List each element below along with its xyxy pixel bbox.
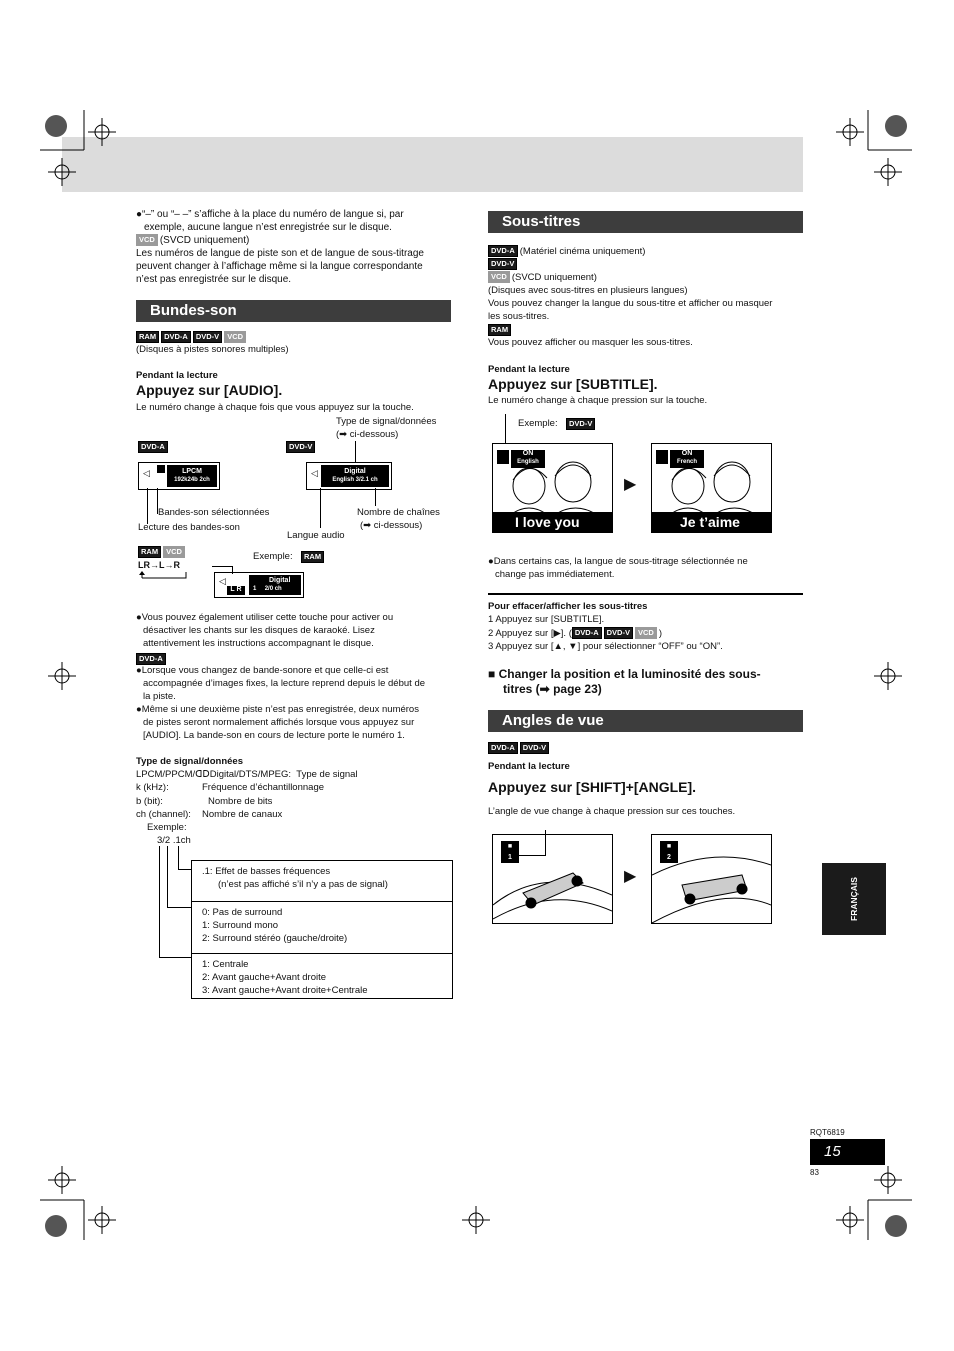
table-row: 0: Pas de surround 1: Surround mono 2: Surround stéréo (gauche/droite) [192, 902, 452, 954]
angle-panel-1 [492, 834, 613, 924]
subtitle-osd: ON English [511, 450, 545, 468]
speaker-icon: ◁ [143, 468, 150, 478]
angle-desc: L’angle de vue change à chaque pression sur ces touches. [488, 806, 736, 817]
osd-dvdv-display: Digital English 3/2.1 ch [321, 465, 389, 487]
example-badge: RAM [301, 551, 326, 564]
leader-line [355, 441, 356, 462]
track-box [157, 465, 165, 473]
section-title-angles: Angles de vue [488, 710, 803, 732]
race-car-illustration [652, 835, 771, 923]
vcd-badge: VCD [136, 234, 158, 246]
press-subtitle-heading: Appuyez sur [SUBTITLE]. [488, 376, 658, 392]
during-label: Pendant la lecture [488, 364, 570, 375]
bracket-line [178, 869, 192, 870]
bracket-line [167, 846, 168, 908]
label-channels-ref: (➡ ci-dessous) [360, 520, 423, 531]
angle-osd: ■ 1 [501, 841, 519, 863]
divider [488, 593, 803, 595]
ram-desc: Vous pouvez afficher ou masquer les sous-titres. [488, 337, 693, 348]
press-audio-heading: Appuyez sur [AUDIO]. [136, 382, 283, 398]
intro-line: ●“–” ou “– –” s’affiche à la place du numéro de langue si, par [136, 209, 404, 220]
signal-row: LPCM/PPCM/ᗡᗞDigital/DTS/MPEG: Type de signal [136, 769, 358, 780]
osd-dvda-display: LPCM 192k24b 2ch [167, 465, 217, 487]
svcd-line: VCD (SVCD uniquement) [136, 234, 456, 247]
badge-dvdv: DVD-V [193, 331, 222, 343]
osd-dvda [138, 462, 220, 490]
header-bar [62, 137, 803, 192]
bullets-dvda: ●Lorsque vous changez de bande-sonore et que celle-ci est accompagnée d’images fixes, la lecture reprend depuis le début de la piste. ●Même si une deuxième piste n’est pas enregistrée, deux numéros de pistes seront normalement affichés lorsque vous appuyez sur [AUDIO]. La bande-son en cours de lecture porte le numéro 1. [136, 665, 426, 741]
subtitle-caption: I love you [493, 512, 613, 532]
badge-ram: RAM [136, 331, 159, 343]
ram-vcd-badges: RAM VCD [138, 546, 187, 559]
example-label: Exemple: [147, 822, 187, 833]
leader-line [212, 566, 232, 567]
page-sub-number: 83 [810, 1168, 819, 1177]
ram-badge: RAM [488, 324, 513, 337]
erase-title: Pour effacer/afficher les sous-titres [488, 601, 648, 612]
leader-line [375, 488, 376, 506]
model-number: RQT6819 [810, 1128, 845, 1137]
bracket-line [167, 907, 192, 908]
arrow-right-icon: ▶ [624, 476, 637, 493]
intro-line: Les numéros de langue de piste son et de langue de sous-titrage [136, 248, 424, 259]
label-playback-tracks: Lecture des bandes-son [138, 522, 240, 533]
speaker-icon: ◁ [219, 576, 226, 586]
bracket-line [159, 846, 160, 958]
subtitle-desc: (Disques avec sous-titres en plusieurs langues) Vous pouvez changer la langue du sous-titre et afficher ou masquer les sous-titres. [488, 285, 773, 322]
osd-example-display: Digital 1 2/0 ch [249, 575, 301, 595]
label-signal-type-ref: (➡ ci-dessous) [336, 429, 399, 440]
step-2: 2 Appuyez sur [▶]. ( DVD-A DVD-V VCD ) [488, 628, 662, 639]
press-angle-heading: Appuyez sur [SHIFT]+[ANGLE]. [488, 779, 697, 795]
intro-line: exemple, aucune langue n’est enregistrée sur le disque. [144, 222, 392, 233]
example-label: Exemple: [518, 418, 558, 429]
angle-badges: DVD-A DVD-V [488, 742, 551, 755]
couple-illustration [503, 460, 603, 516]
section-title-bundes-son: Bundes-son [136, 300, 451, 322]
arrow-right-icon: ▶ [624, 868, 637, 885]
disc-line: VCD (SVCD uniquement) [488, 271, 597, 284]
dvda-badge: DVD-A [136, 653, 168, 666]
subtitle-panel-french [651, 443, 772, 533]
press-audio-desc: Le numéro change à chaque fois que vous appuyez sur la touche. [136, 402, 414, 413]
signal-row: k (kHz): Fréquence d’échantillonnage [136, 782, 325, 793]
label-signal-type: Type de signal/données [336, 416, 437, 427]
leader-line [545, 830, 546, 856]
signal-row: b (bit): Nombre de bits [136, 796, 273, 807]
label-channels: Nombre de chaînes [357, 507, 440, 518]
osd-example [214, 572, 304, 598]
label-selected-tracks: Bandes-son sélectionnées [158, 507, 270, 518]
cycle-arrow [138, 570, 190, 580]
angle-panel-2 [651, 834, 772, 924]
label-audio-language: Langue audio [287, 530, 345, 541]
table-row: .1: Effet de basses fréquences (n’est pas affiché s’il n’y a pas de signal) [192, 861, 452, 902]
bracket-line [159, 957, 192, 958]
section-title-sous-titres: Sous-titres [488, 211, 803, 233]
race-car-illustration [493, 835, 612, 923]
intro-line: n’est pas enregistrée sur le disque. [136, 274, 292, 285]
signal-row: ch (channel): Nombre de canaux [136, 809, 283, 820]
bracket-line [178, 846, 179, 870]
change-position-title: ■ Changer la position et la luminosité des sous- titres (➡ page 23) [488, 667, 761, 696]
example-value: 3/2 .1ch [157, 835, 191, 846]
language-tab: FRANÇAIS [822, 863, 886, 935]
subtitle-note: ●Dans certains cas, la langue de sous-titrage sélectionnée ne change pas immédiatement. [488, 556, 748, 580]
badge-dvda: DVD-A [161, 331, 191, 343]
leader-line [512, 855, 545, 856]
intro-text [136, 208, 456, 286]
leader-line [320, 488, 321, 528]
table-row: 1: Centrale 2: Avant gauche+Avant droite 3: Avant gauche+Avant droite+Centrale [202, 959, 368, 996]
subtitle-osd: ON French [670, 450, 704, 468]
during-label: Pendant la lecture [136, 370, 218, 381]
channel-table [191, 860, 453, 999]
example-badge: DVD-V [566, 418, 597, 431]
subtitle-panel-english [492, 443, 613, 533]
example-label: Exemple: [253, 551, 293, 562]
leader-line [147, 488, 148, 524]
disc-note: (Disques à pistes sonores multiples) [136, 344, 289, 355]
during-label: Pendant la lecture [488, 761, 570, 772]
cycle-text: LR→L→R [138, 560, 180, 570]
lr-display: L R [227, 586, 245, 595]
couple-illustration [662, 460, 762, 516]
badge-dvda: DVD-A [138, 441, 170, 454]
speaker-icon: ◁ [311, 468, 318, 478]
step-3: 3 Appuyez sur [▲, ▼] pour sélectionner “OFF” ou “ON”. [488, 641, 723, 652]
step-1: 1 Appuyez sur [SUBTITLE]. [488, 614, 605, 625]
signal-title: Type de signal/données [136, 756, 243, 767]
intro-line: peuvent changer à l’affichage même si la langue correspondante [136, 261, 423, 272]
disc-line: DVD-A (Matériel cinéma uniquement) [488, 245, 645, 258]
subtitle-caption: Je t’aime [652, 512, 772, 532]
badge-dvdv: DVD-V [286, 441, 317, 454]
angle-osd: ■ 2 [660, 841, 678, 863]
disc-line: DVD-V [488, 258, 519, 271]
page-number: 15 [810, 1139, 885, 1165]
osd-dvdv [306, 462, 392, 490]
badge-vcd: VCD [224, 331, 246, 343]
leader-line [232, 566, 233, 574]
bullets-karaoke: ●Vous pouvez également utiliser cette touche pour activer ou désactiver les chants sur les disques de karaoké. Lisez attentivement les instructions accompagnant le disque. [136, 612, 394, 649]
press-subtitle-desc: Le numéro change à chaque pression sur la touche. [488, 395, 708, 406]
